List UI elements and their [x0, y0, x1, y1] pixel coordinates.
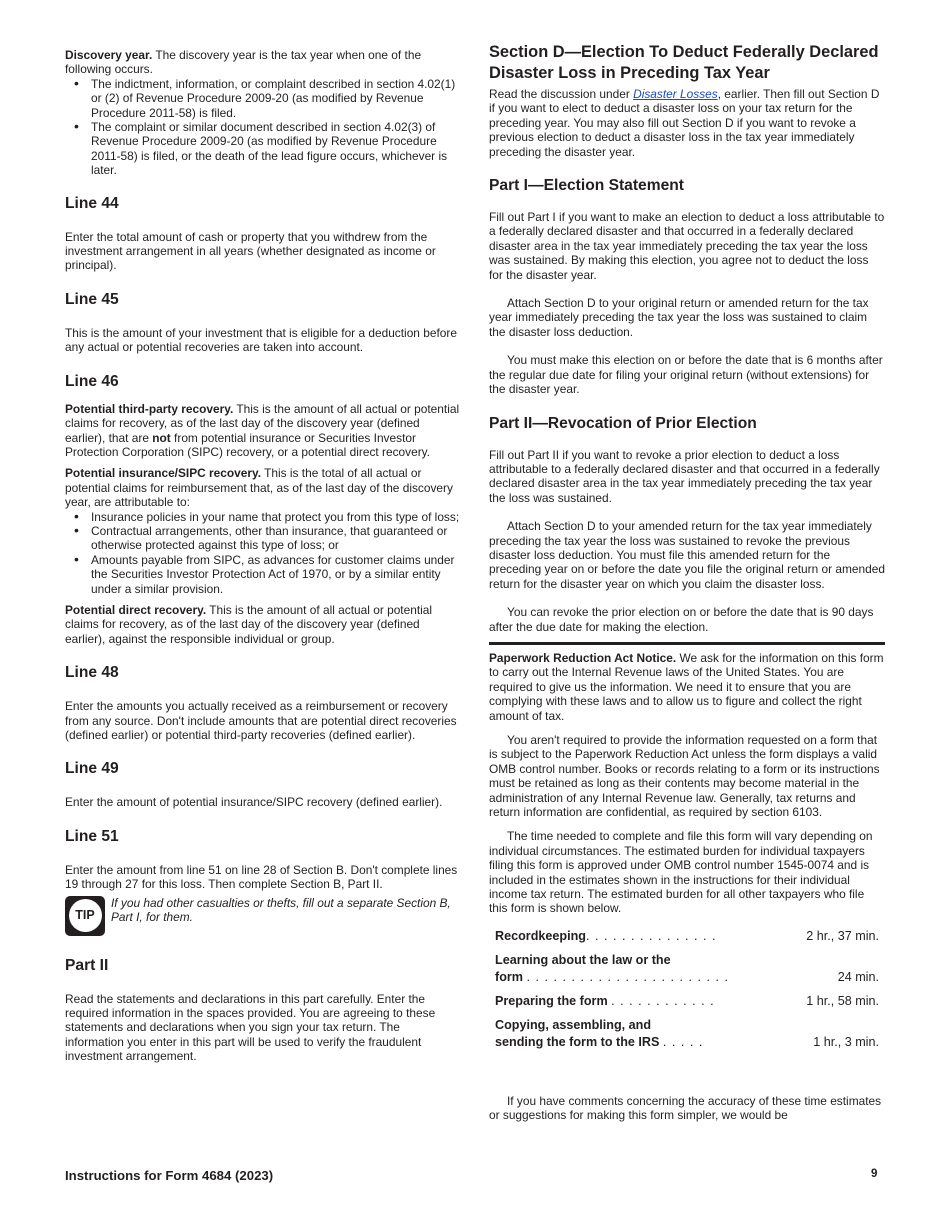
paperwork-paragraph: The time needed to complete and file this form will vary depending on individual circumstances. The estimated burden for individual taxpayers filing this form is approved under OMB control number 1545-0074 and is included in the estimates shown in the instructions for their individual income tax return. The estimated burden for all other taxpayers who file this form is shown below. [489, 829, 873, 916]
line45-heading: Line 45 [65, 290, 119, 308]
part2-revocation-paragraph: You can revoke the prior election on or before the date that is 90 days after the due date for making the election. [489, 605, 874, 634]
part1-paragraph: Fill out Part I if you want to make an election to deduct a loss attributable to a federally declared disaster and that occurred in a federally declared disaster area in the tax year immediately preceding the tax year the loss was sustained. By making this election, you agree not to deduct the loss for the disaster year. [489, 210, 885, 282]
third-party-recovery-paragraph [65, 402, 460, 460]
paperwork-notice-paragraph [489, 651, 885, 723]
direct-recovery-lead: Potential direct recovery. [65, 602, 207, 617]
part2-revocation-paragraph: Fill out Part II if you want to revoke a prior election to deduct a loss attributable to a federally declared disaster and that occurred in a federally declared disaster area in the tax year immediately preceding the tax year the loss was sustained. [489, 447, 880, 505]
burden-value: 1 hr., 3 min. [813, 1034, 879, 1049]
burden-value: 24 min. [837, 969, 879, 984]
dot-leader: . . . . . . . . . . . . . . . [585, 928, 717, 943]
part1-paragraph: Attach Section D to your original return or amended return for the tax year immediately preceding the tax year the loss was sustained to claim the disaster loss deduction. [489, 296, 869, 339]
part2-revocation-heading: Part II—Revocation of Prior Election [489, 414, 757, 432]
right-column [489, 42, 885, 1123]
section-d-heading: Section D—Election To Deduct Federally Declared Disaster Loss in Preceding Tax Year [489, 43, 879, 82]
tip-icon [65, 896, 105, 936]
burden-label [489, 926, 736, 950]
discovery-year-list [65, 77, 460, 178]
insurance-recovery-lead: Potential insurance/SIPC recovery. [65, 466, 262, 481]
paperwork-notice-lead: Paperwork Reduction Act Notice. [489, 650, 677, 665]
left-column [65, 42, 460, 1064]
page-number: 9 [871, 1168, 878, 1180]
burden-label [489, 991, 736, 1015]
part2-revocation-paragraph: Attach Section D to your amended return for the tax year immediately preceding the tax year the loss was sustained to revoke the previous disaster loss deduction. You must file this amended return for the preceding year on or before the date you file the original return or amended return for the disaster year on which you claim the disaster loss. [489, 519, 885, 591]
insurance-recovery-list [65, 510, 460, 596]
paperwork-paragraph: If you have comments concerning the accuracy of these time estimates or suggestions for making this form simpler, we would be [489, 1093, 882, 1123]
insurance-recovery-paragraph [65, 466, 460, 509]
burden-label-text: form [495, 969, 523, 984]
line48-heading: Line 48 [65, 664, 119, 682]
list-item: • Amounts payable from SIPC, as advances for customer claims under the Securities Investor Protection Act of 1970, or by a similar entity under a similar provision. [65, 553, 460, 596]
tip-label: TIP [69, 899, 102, 932]
section-d-intro-text: Read the discussion under [489, 87, 634, 101]
third-party-recovery-text: This is the amount of all actual or potential claims for recovery, as of the last day of the discovery year (defined earlier), that are [65, 401, 460, 445]
direct-recovery-text: This is the amount of all actual or potential claims for recovery, as of the last day of the discovery year (defined earlier), against the responsible individual or group. [65, 602, 433, 646]
line46-heading: Line 46 [65, 372, 119, 390]
section-d-intro [489, 87, 885, 159]
discovery-year-text: The discovery year is the tax year when one of the following occurs. [65, 48, 422, 77]
burden-label [489, 1015, 736, 1056]
dot-leader: . . . . . [662, 1034, 704, 1049]
line49-text: Enter the amount of potential insurance/SIPC recovery (defined earlier). [65, 795, 443, 810]
table-row [489, 991, 885, 1015]
burden-label-text: Learning about the law or the [495, 952, 671, 967]
burden-label-text: Preparing the form [495, 993, 608, 1008]
line45-text: This is the amount of your investment that is eligible for a deduction before any actual or potential recoveries are taken into account. [65, 325, 457, 355]
line51-heading: Line 51 [65, 827, 119, 845]
part1-paragraph: You must make this election on or before the date that is 6 months after the regular due date for filing your original return (without extensions) for the disaster year. [489, 353, 883, 397]
tip-box [65, 896, 460, 936]
line48-text: Enter the amounts you actually received as a reimbursement or recovery from any source. Don't include amounts that are potential direct recoveries (defined earlier) or potential third-party recoveries (defined earlier). [65, 699, 457, 742]
burden-label-text: sending the form to the IRS [495, 1034, 660, 1049]
line49-heading: Line 49 [65, 760, 119, 778]
part2-heading: Part II [65, 956, 109, 974]
list-item: • Insurance policies in your name that protect you from this type of loss; [65, 510, 460, 524]
section-d-intro-text-end: , earlier. Then fill out Section D if you want to elect to deduct a disaster loss on your tax return for the preceding year. You may also fill out Section D if you want to revoke a previous election to deduct a disaster loss in the tax year immediately preceding the disaster year. [489, 87, 880, 159]
part1-heading: Part I—Election Statement [489, 177, 684, 195]
paperwork-notice-text: We ask for the information on this form to carry out the Internal Revenue laws of the United States. You are required to give us the information. We need it to ensure that you are complying with these laws and to allow us to figure and collect the right amount of tax. [489, 650, 884, 723]
burden-label [489, 950, 736, 991]
line44-text: Enter the total amount of cash or property that you withdrew from the investment arrangement in all years (whether designated as income or principal). [65, 229, 436, 273]
list-item: • Contractual arrangements, other than insurance, that guaranteed or otherwise protected against this type of loss; or [65, 524, 460, 553]
dot-leader: . . . . . . . . . . . . . . . . . . . . . . . [526, 969, 729, 984]
third-party-recovery-lead: Potential third-party recovery. [65, 401, 234, 416]
discovery-year-lead: Discovery year. [65, 48, 153, 62]
part2-text: Read the statements and declarations in this part carefully. Enter the required information in the spaces provided. You are agreeing to these statements and declarations when you sign your tax return. The information you enter in this part will be used to verify the fraudulent investment arrangement. [65, 991, 436, 1064]
paperwork-paragraph: You aren't required to provide the information requested on a form that is subject to the Paperwork Reduction Act unless the form displays a valid OMB control number. Books or records relating to a form or its instructions must be retained as long as their contents may become material in the administration of any Internal Revenue law. Generally, tax returns and return information are confidential, as required by section 6103. [489, 733, 880, 820]
dot-leader: . . . . . . . . . . . . [611, 993, 715, 1008]
disaster-losses-link[interactable]: Disaster Losses [633, 87, 718, 101]
table-row [489, 950, 885, 991]
direct-recovery-paragraph [65, 603, 460, 646]
line51-text: Enter the amount from line 51 on line 28 of Section B. Don't complete lines 19 through 27 for this loss. Then complete Section B, Part II. [65, 862, 458, 892]
not-emphasis: not [152, 430, 171, 445]
footer-title: Instructions for Form 4684 (2023) [65, 1168, 274, 1183]
section-divider [489, 642, 885, 645]
list-item: • The complaint or similar document described in section 4.02(3) of Revenue Procedure 2009-20 (as modified by Revenue Procedure 2011-58) is filed, or the death of the lead figure occurs, whichever is later. [65, 120, 460, 178]
list-item: • The indictment, information, or complaint described in section 4.02(1) or (2) of Revenue Procedure 2009-20 (as modified by Revenue Procedure 2011-58) is filed. [65, 77, 460, 120]
burden-label-text: Recordkeeping [495, 928, 586, 943]
burden-value: 2 hr., 37 min. [806, 928, 879, 943]
burden-value: 1 hr., 58 min. [806, 993, 879, 1008]
line44-heading: Line 44 [65, 194, 119, 212]
burden-label-text: Copying, assembling, and [495, 1017, 652, 1032]
third-party-recovery-text-end: from potential insurance or Securities Investor Protection Corporation (SIPC) recovery, or a potential direct recovery. [65, 430, 431, 459]
table-row [489, 926, 885, 950]
insurance-recovery-text: This is the total of all actual or potential claims for reimbursement that, as of the last day of the discovery year, are attributable to: [65, 466, 453, 510]
burden-table [489, 926, 885, 1056]
table-row [489, 1015, 885, 1056]
tip-text: If you had other casualties or thefts, fill out a separate Section B, Part I, for them. [111, 895, 451, 925]
discovery-year-paragraph [65, 48, 460, 77]
